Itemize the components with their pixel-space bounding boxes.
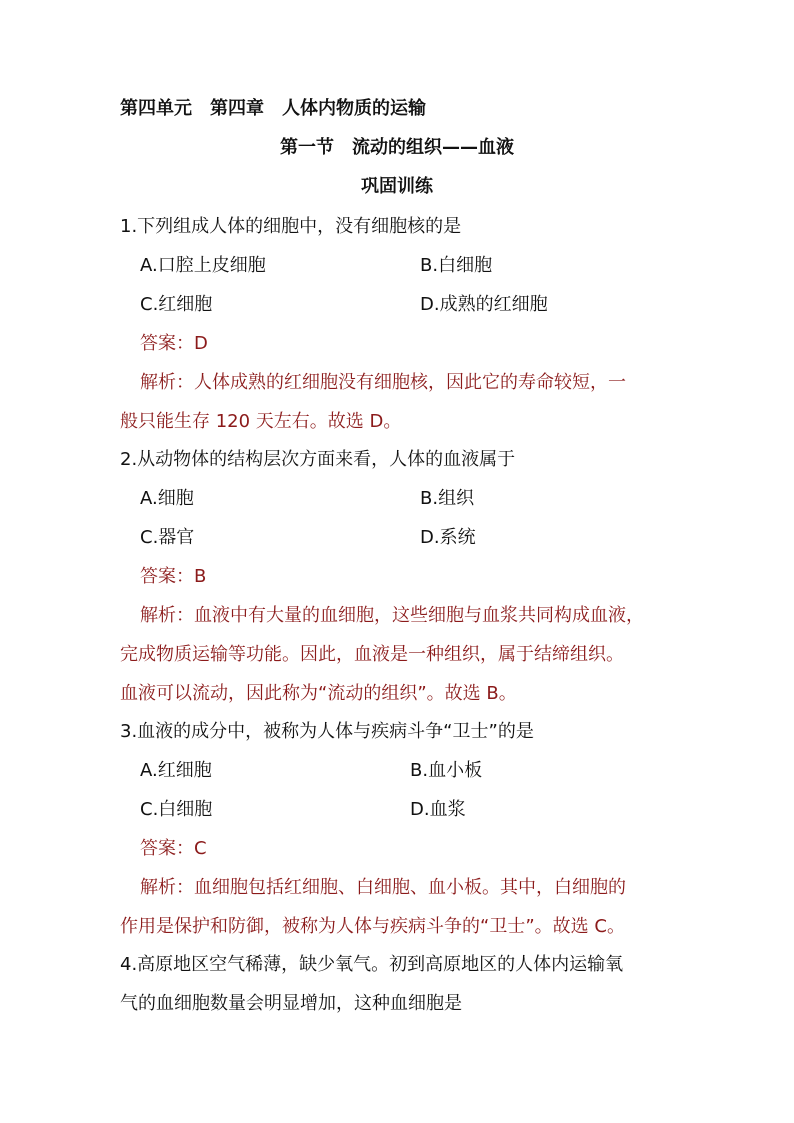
analysis-line: 解析：血细胞包括红细胞、白细胞、血小板。其中，白细胞的	[140, 877, 626, 898]
question-stem: 1.下列组成人体的细胞中，没有细胞核的是	[120, 216, 462, 237]
question-stem: 气的血细胞数量会明显增加，这种血细胞是	[120, 993, 462, 1014]
option-b: B.血小板	[410, 760, 483, 781]
option-a: A.口腔上皮细胞	[140, 255, 266, 276]
analysis-line: 完成物质运输等功能。因此，血液是一种组织，属于结缔组织。	[120, 644, 624, 665]
option-c: C.白细胞	[140, 799, 213, 820]
option-d: D.成熟的红细胞	[420, 294, 548, 315]
question-stem: 3.血液的成分中，被称为人体与疾病斗争“卫士”的是	[120, 721, 534, 742]
analysis-line: 作用是保护和防御，被称为人体与疾病斗争的“卫士”。故选 C。	[120, 916, 625, 937]
option-b: B.白细胞	[420, 255, 493, 276]
analysis-line: 般只能生存 120 天左右。故选 D。	[120, 411, 402, 432]
option-d: D.系统	[420, 527, 476, 548]
answer: 答案：B	[140, 566, 207, 587]
question-stem: 4.高原地区空气稀薄，缺少氧气。初到高原地区的人体内运输氧	[120, 954, 624, 975]
option-c: C.红细胞	[140, 294, 213, 315]
exercise-title: 巩固训练	[361, 176, 433, 197]
analysis-line: 解析：血液中有大量的血细胞，这些细胞与血浆共同构成血液，	[140, 605, 644, 626]
option-b: B.组织	[420, 488, 475, 509]
analysis-line: 血液可以流动，因此称为“流动的组织”。故选 B。	[120, 683, 517, 704]
option-a: A.红细胞	[140, 760, 212, 781]
option-c: C.器官	[140, 527, 195, 548]
answer: 答案：D	[140, 333, 208, 354]
section-title: 第一节 流动的组织——血液	[280, 137, 514, 158]
unit-title: 第四单元 第四章 人体内物质的运输	[120, 98, 426, 119]
option-a: A.细胞	[140, 488, 194, 509]
option-d: D.血浆	[410, 799, 466, 820]
question-stem: 2.从动物体的结构层次方面来看，人体的血液属于	[120, 449, 516, 470]
answer: 答案：C	[140, 838, 207, 859]
analysis-line: 解析：人体成熟的红细胞没有细胞核，因此它的寿命较短，一	[140, 372, 626, 393]
